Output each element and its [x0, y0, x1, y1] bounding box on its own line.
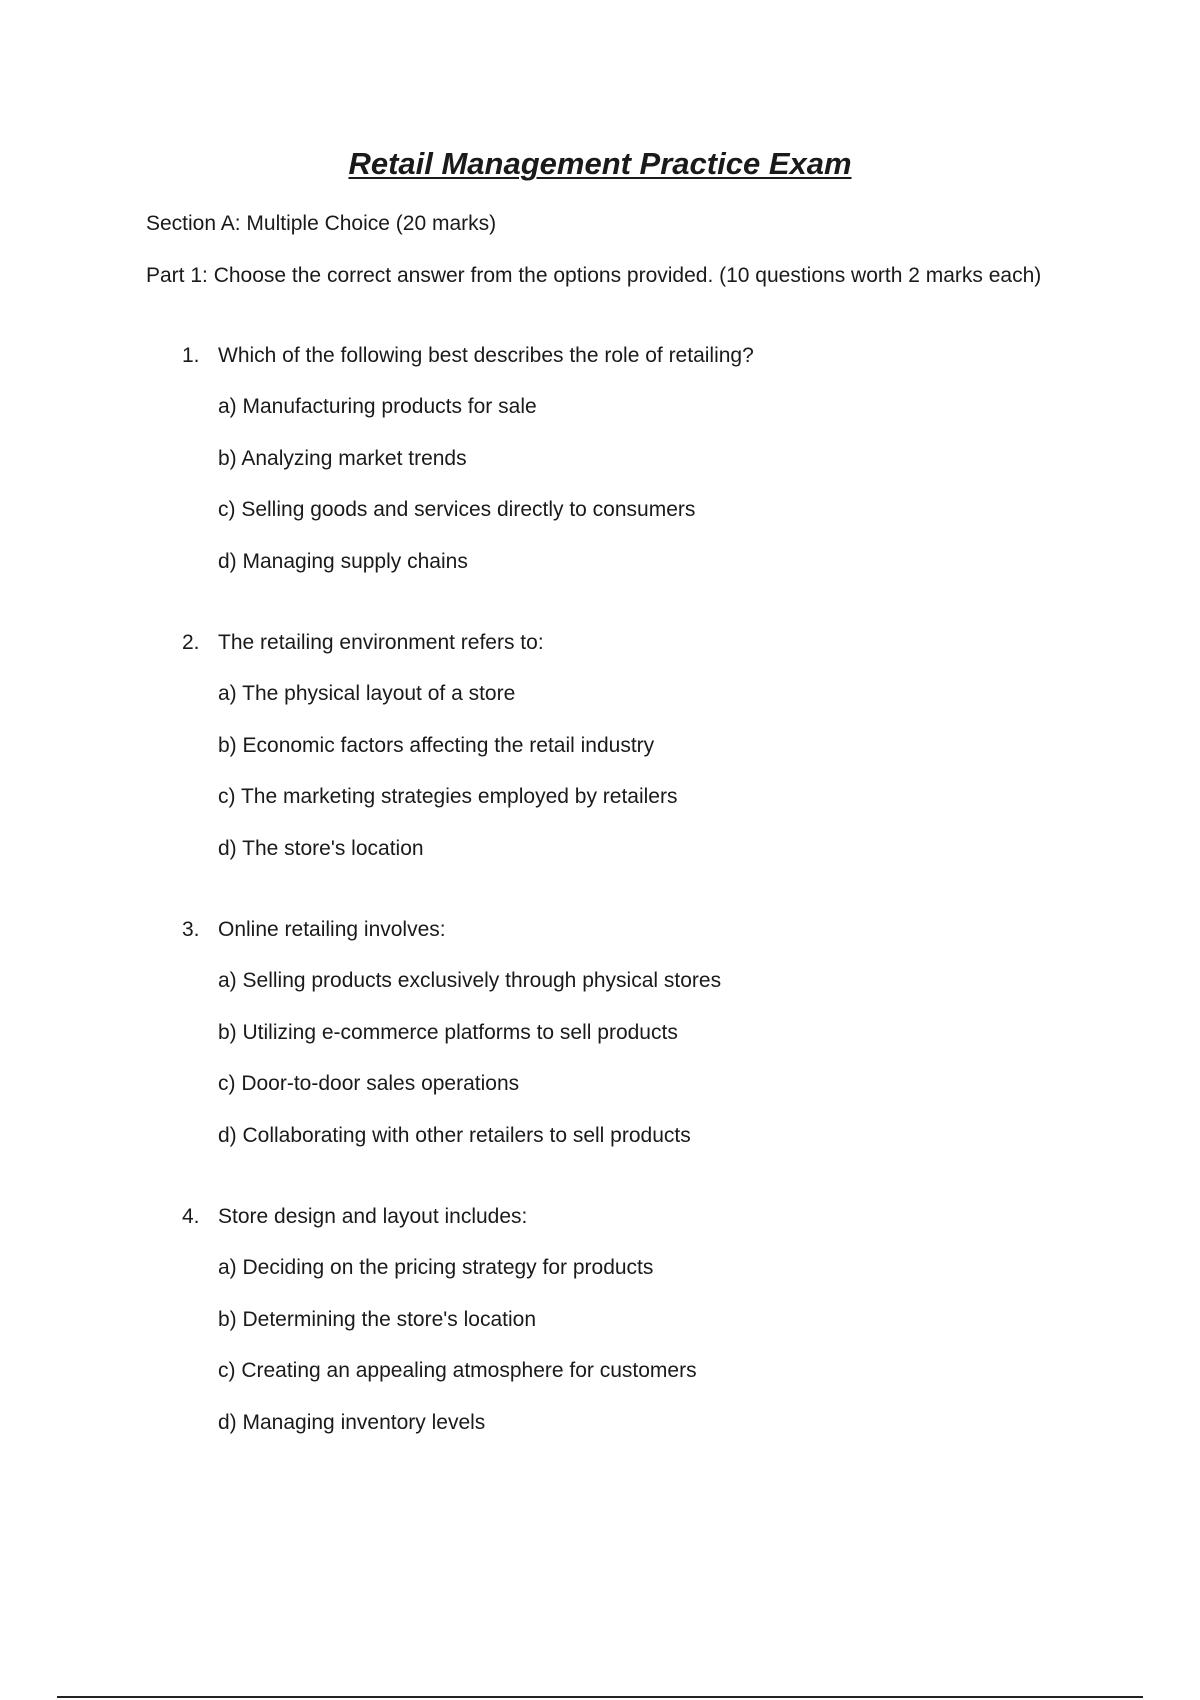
question-stem: [182, 1203, 527, 1231]
answer-option: c) Door-to-door sales operations: [218, 1072, 520, 1095]
answer-option: b) Analyzing market trends: [218, 447, 467, 470]
answer-option: a) Selling products exclusively through physical stores: [218, 969, 722, 992]
answer-option: b) Utilizing e-commerce platforms to sell products: [218, 1021, 678, 1044]
answer-option: c) Selling goods and services directly to consumers: [218, 498, 696, 521]
answer-option: b) Determining the store's location: [218, 1308, 536, 1331]
answer-option: a) Deciding on the pricing strategy for products: [218, 1256, 654, 1279]
section-heading: Section A: Multiple Choice (20 marks): [146, 212, 497, 235]
question-number: 2.: [182, 631, 200, 654]
part-instructions: Part 1: Choose the correct answer from the options provided. (10 questions worth 2 marks each): [146, 264, 1042, 287]
question-number: 1.: [182, 344, 200, 367]
answer-option: c) Creating an appealing atmosphere for customers: [218, 1359, 697, 1382]
question-stem: [182, 629, 544, 657]
question-text: Which of the following best describes the role of retailing?: [218, 344, 754, 367]
question-text: The retailing environment refers to:: [218, 631, 544, 654]
answer-option: d) Managing inventory levels: [218, 1411, 486, 1434]
question-stem: [182, 342, 754, 370]
page-bottom-divider: [57, 1696, 1143, 1698]
question-number: 4.: [182, 1205, 200, 1228]
question-text: Store design and layout includes:: [218, 1205, 528, 1228]
answer-option: d) Managing supply chains: [218, 550, 468, 573]
exam-title: Retail Management Practice Exam: [348, 146, 852, 181]
answer-option: d) The store's location: [218, 837, 424, 860]
answer-option: d) Collaborating with other retailers to sell products: [218, 1124, 691, 1147]
question-text: Online retailing involves:: [218, 918, 446, 941]
question-number: 3.: [182, 918, 200, 941]
answer-option: c) The marketing strategies employed by retailers: [218, 785, 678, 808]
answer-option: b) Economic factors affecting the retail industry: [218, 734, 655, 757]
answer-option: a) Manufacturing products for sale: [218, 395, 537, 418]
question-stem: [182, 916, 446, 944]
answer-option: a) The physical layout of a store: [218, 682, 516, 705]
